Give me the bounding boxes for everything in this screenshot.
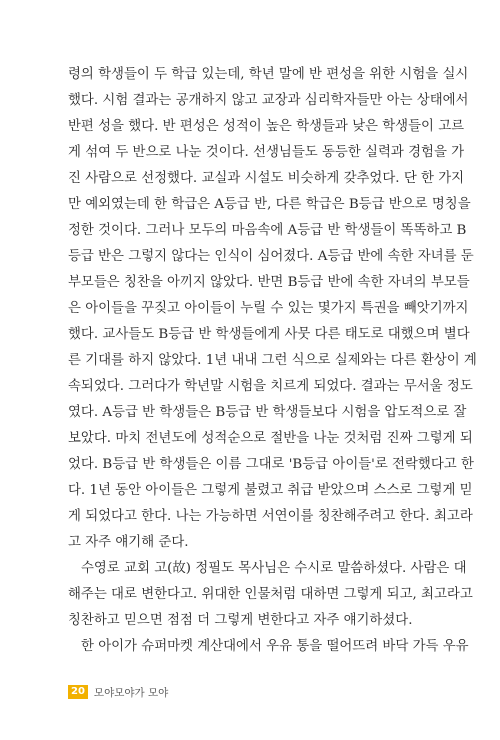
text-line: 보았다. 마치 전년도에 성적순으로 절반을 나눈 것처럼 진짜 그렇게 되 xyxy=(68,431,473,446)
text-line: 은 아이들을 꾸짖고 아이들이 누릴 수 있는 몇가지 특권을 빼앗기까지 xyxy=(68,301,469,316)
text-line: 진 사람으로 선정했다. 교실과 시설도 비슷하게 갖추었다. 단 한 가지 xyxy=(68,171,465,186)
running-title: 모야모야가 모야 xyxy=(93,686,169,699)
text-line: 속되었다. 그러다가 학년말 시험을 치르게 되었다. 결과는 무서울 정도 xyxy=(68,379,473,394)
text-line: 등급 반은 그렇지 않다는 인식이 심어졌다. A등급 반에 속한 자녀를 둔 xyxy=(68,249,474,264)
text-line: 해주는 대로 변한다고. 위대한 인물처럼 대하면 그렇게 되고, 최고라고 xyxy=(68,587,473,602)
text-line: 했다. 시험 결과는 공개하지 않고 교장과 심리학자들만 아는 상태에서 xyxy=(68,93,469,108)
text-line: 다. 1년 동안 아이들은 그렇게 불렸고 취급 받았으며 스스로 그렇게 믿 xyxy=(68,483,473,498)
page-number: 20 xyxy=(68,685,88,699)
text-line: 정한 것이다. 그러나 모두의 마음속에 A등급 반 학생들이 똑똑하고 B xyxy=(68,223,467,238)
text-line: 했다. 교사들도 B등급 반 학생들에게 사뭇 다른 태도로 대했으며 별다 xyxy=(68,327,470,342)
text-line: 었다. B등급 반 학생들은 이름 그대로 'B등급 아이들'로 전락했다고 한 xyxy=(68,457,474,472)
text-line: 였다. A등급 반 학생들은 B등급 반 학생들보다 시험을 압도적으로 잘 xyxy=(68,405,467,420)
text-line: 부모들은 칭찬을 아끼지 않았다. 반면 B등급 반에 속한 자녀의 부모들 xyxy=(68,275,470,290)
text-line: 한 아이가 슈퍼마켓 계산대에서 우유 통을 떨어뜨려 바닥 가득 우유 xyxy=(81,639,469,654)
paragraph xyxy=(68,634,469,660)
text-line: 게 되었다고 한다. 나는 가능하면 서연이를 칭찬해주려고 한다. 최고라 xyxy=(68,509,473,524)
text-line: 만 예외였는데 한 학급은 A등급 반, 다른 학급은 B등급 반으로 명칭을 xyxy=(68,197,471,212)
paragraph xyxy=(68,62,477,556)
text-line: 른 기대를 하지 않았다. 1년 내내 그런 식으로 실제와는 다른 환상이 계 xyxy=(68,353,477,368)
text-line: 령의 학생들이 두 학급 있는데, 학년 말에 반 편성을 위한 시험을 실시 xyxy=(68,67,469,82)
text-line: 게 섞여 두 반으로 나눈 것이다. 선생님들도 동등한 실력과 경험을 가 xyxy=(68,145,465,160)
text-line: 반편 성을 했다. 반 편성은 성적이 높은 학생들과 낮은 학생들이 고르 xyxy=(68,119,465,134)
page-footer xyxy=(68,684,168,700)
body-text xyxy=(68,62,477,660)
paragraph xyxy=(68,556,473,634)
text-line: 수영로 교회 고(故) 정필도 목사님은 수시로 말씀하셨다. 사람은 대 xyxy=(81,561,467,576)
text-line: 고 자주 얘기해 준다. xyxy=(68,535,189,550)
text-line: 칭찬하고 믿으면 점점 더 그렇게 변한다고 자주 얘기하셨다. xyxy=(68,613,413,628)
